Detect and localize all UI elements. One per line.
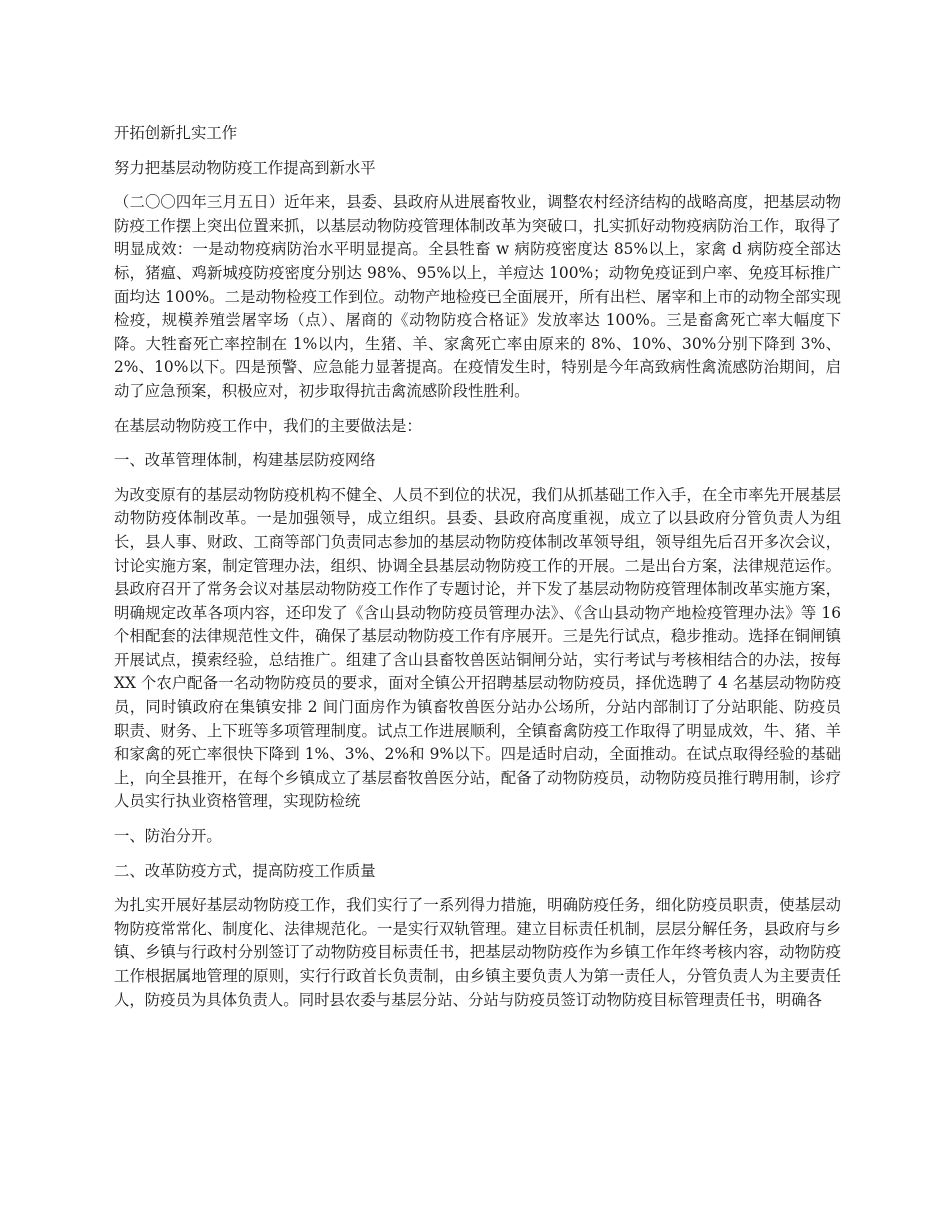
document-title: 开拓创新扎实工作	[114, 124, 238, 142]
paragraph-intro: （二〇〇四年三月五日）近年来，县委、县政府从进展畜牧业，调整农村经济结构的战略高度，把基层动物防疫工作摆上突出位置来抓，以基层动物防疫管理体制改革为突破口，扎实抓好动物疫病防治工作，取得了明显成效：一是动物疫病防治水平明显提高。全县牲畜 w 病防疫密度达 85%以上，家禽 d 病防疫全部达标，猪瘟、鸡新城疫防疫密度分别达 98%、95%以上，羊痘达 100%；动物免疫证到户率、免疫耳标推广面均达 100%。二是动物检疫工作到位。动物产地检疫已全面展开，所有出栏、屠宰和上市的动物全部实现检疫，规模养殖尝屠宰场（点）、屠商的《动物防疫合格证》发放率达 100%。三是畜禽死亡率大幅度下降。大牲畜死亡率控制在 1%以内，生猪、羊、家禽死亡率由原来的 8%、10%、30%分别下降到 3%、2%、10%以下。四是预警、应急能力显著提高。在疫情发生时，特别是今年高致病性禽流感防治期间，启动了应急预案，积极应对，初步取得抗击禽流感阶段性胜利。	[114, 193, 841, 400]
section-heading-prevention-separation: 一、防治分开。	[114, 827, 222, 846]
document-page	[114, 122, 841, 1023]
section-heading-2: 二、改革防疫方式，提高防疫工作质量	[114, 861, 376, 880]
paragraph-reform: 为改变原有的基层动物防疫机构不健全、人员不到位的状况，我们从抓基础工作入手，在全市率先开展基层动物防疫体制改革。一是加强领导，成立组织。县委、县政府高度重视，成立了以县政府分管负责人为组长，县人事、财政、工商等部门负责同志参加的基层动物防疫体制改革领导组，领导组先后召开多次会议，讨论实施方案，制定管理办法，组织、协调全县基层动物防疫工作的开展。二是出台方案，法律规范运作。县政府召开了常务会议对基层动物防疫工作作了专题讨论，并下发了基层动物防疫管理体制改革实施方案，明确规定改革各项内容，还印发了《含山县动物防疫员管理办法》、《含山县动物产地检疫管理办法》等 16 个相配套的法律规范性文件，确保了基层动物防疫工作有序展开。三是先行试点，稳步推动。选择在铜闸镇开展试点，摸索经验，总结推广。组建了含山县畜牧兽医站铜闸分站，实行考试与考核相结合的办法，按每 XX 个农户配备一名动物防疫员的要求，面对全镇公开招聘基层动物防疫员，择优选聘了 4 名基层动物防疫员，同时镇政府在集镇安排 2 间门面房作为镇畜牧兽医分站办公场所，分站内部制订了分站职能、防疫员职责、财务、上下班等多项管理制度。试点工作进展顺利，全镇畜禽防疫工作取得了明显成效，牛、猪、羊和家禽的死亡率很快下降到 1%、3%、2%和 9%以下。四是适时启动，全面推动。在试点取得经验的基础上，向全县推开，在每个乡镇成立了基层畜牧兽医分站，配备了动物防疫员，动物防疫员推行聘用制，诊疗人员实行执业资格管理，实现防检统	[114, 485, 841, 811]
paragraph-prevention-methods: 为扎实开展好基层动物防疫工作，我们实行了一系列得力措施，明确防疫任务，细化防疫员职责，使基层动物防疫常常化、制度化、法律规范化。一是实行双轨管理。建立目标责任机制，层层分解任务，县政府与乡镇、乡镇与行政村分别签订了动物防疫目标责任书，把基层动物防疫作为乡镇工作年终考核内容，动物防疫工作根据属地管理的原则，实行行政首长负责制，由乡镇主要负责人为第一责任人，分管负责人为主要责任人，防疫员为具体负责人。同时县农委与基层分站、分站与防疫员签订动物防疫目标管理责任书，明确各	[114, 896, 841, 1009]
document-subtitle: 努力把基层动物防疫工作提高到新水平	[114, 158, 376, 177]
paragraph-main-methods: 在基层动物防疫工作中，我们的主要做法是：	[114, 416, 422, 435]
section-heading-1: 一、改革管理体制，构建基层防疫网络	[114, 451, 376, 470]
